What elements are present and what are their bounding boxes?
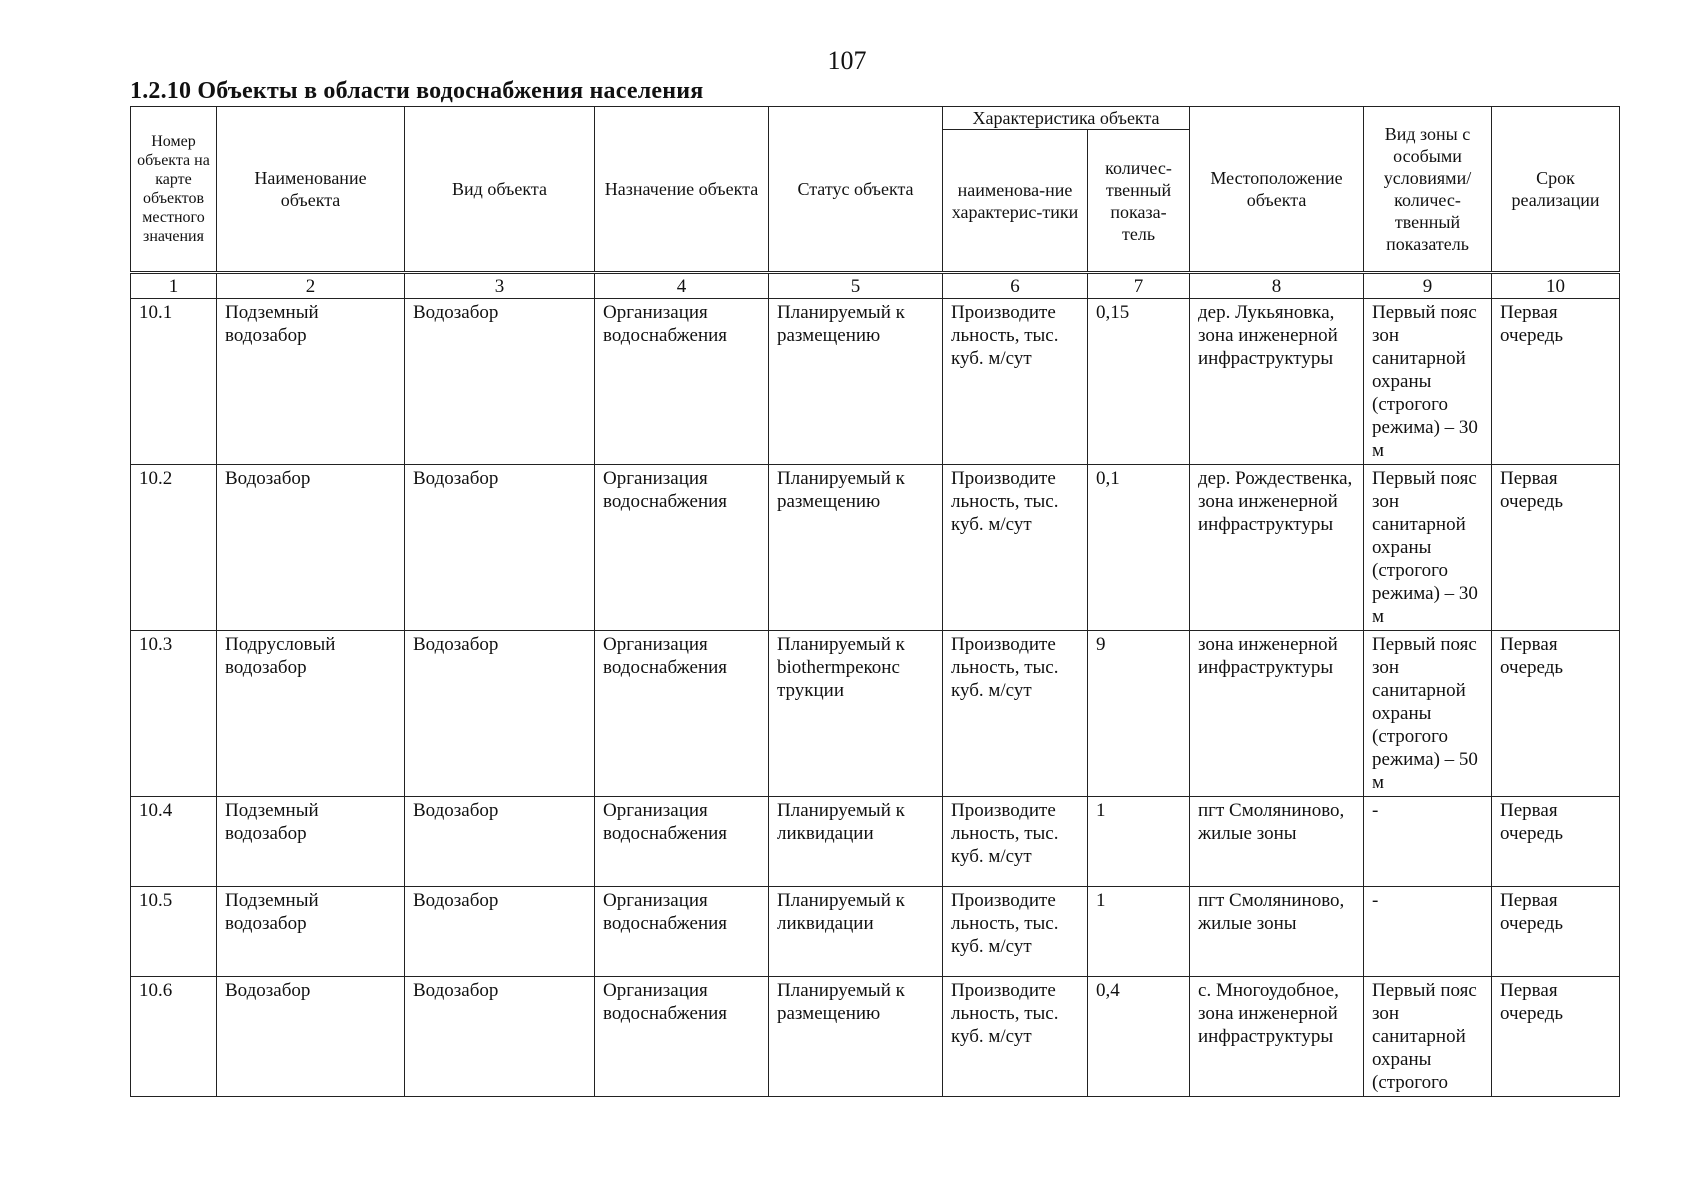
- cell-num: 10.1: [131, 299, 217, 465]
- cell-location: пгт Смоляниново, жилые зоны: [1190, 887, 1364, 977]
- column-number: 5: [769, 273, 943, 299]
- cell-status: Планируемый к ликвидации: [769, 887, 943, 977]
- cell-num: 10.3: [131, 631, 217, 797]
- cell-type: Водозабор: [405, 299, 595, 465]
- cell-char-value: 9: [1088, 631, 1190, 797]
- table-row: [131, 465, 1620, 631]
- cell-zone: Первый пояс зон санитарной охраны (строгого режима) – 30 м: [1364, 465, 1492, 631]
- cell-term: Первая очередь: [1492, 887, 1620, 977]
- cell-location: дер. Рождественка, зона инженерной инфраструктуры: [1190, 465, 1364, 631]
- cell-char-name: Производите льность, тыс. куб. м/сут: [943, 887, 1088, 977]
- cell-char-value: 0,4: [1088, 977, 1190, 1097]
- column-number: 8: [1190, 273, 1364, 299]
- cell-term: Первая очередь: [1492, 977, 1620, 1097]
- cell-num: 10.6: [131, 977, 217, 1097]
- header-term: Срок реализации: [1492, 107, 1620, 273]
- cell-status: Планируемый к biothermреконс трукции: [769, 631, 943, 797]
- column-number: 2: [217, 273, 405, 299]
- cell-name: Подземный водозабор: [217, 887, 405, 977]
- cell-location: пгт Смоляниново, жилые зоны: [1190, 797, 1364, 887]
- header-characteristic-group: Характеристика объекта: [943, 107, 1190, 130]
- cell-char-value: 0,15: [1088, 299, 1190, 465]
- cell-status: Планируемый к размещению: [769, 299, 943, 465]
- cell-term: Первая очередь: [1492, 631, 1620, 797]
- cell-type: Водозабор: [405, 797, 595, 887]
- header-object-number: Номер объекта на карте объектов местного значения: [131, 107, 217, 273]
- cell-type: Водозабор: [405, 465, 595, 631]
- cell-term: Первая очередь: [1492, 465, 1620, 631]
- cell-purpose: Организация водоснабжения: [595, 631, 769, 797]
- cell-location: зона инженерной инфраструктуры: [1190, 631, 1364, 797]
- cell-purpose: Организация водоснабжения: [595, 887, 769, 977]
- section-title: 1.2.10 Объекты в области водоснабжения населения: [130, 78, 704, 104]
- cell-status: Планируемый к ликвидации: [769, 797, 943, 887]
- column-number: 10: [1492, 273, 1620, 299]
- column-number: 6: [943, 273, 1088, 299]
- cell-num: 10.4: [131, 797, 217, 887]
- water-supply-objects-table: [130, 106, 1620, 1097]
- cell-type: Водозабор: [405, 887, 595, 977]
- column-number: 9: [1364, 273, 1492, 299]
- cell-purpose: Организация водоснабжения: [595, 977, 769, 1097]
- header-quantitative-indicator: количес-твенный показа-тель: [1088, 130, 1190, 273]
- header-purpose: Назначение объекта: [595, 107, 769, 273]
- column-number: 4: [595, 273, 769, 299]
- header-type: Вид объекта: [405, 107, 595, 273]
- cell-char-value: 1: [1088, 797, 1190, 887]
- cell-type: Водозабор: [405, 977, 595, 1097]
- cell-term: Первая очередь: [1492, 299, 1620, 465]
- cell-char-name: Производите льность, тыс. куб. м/сут: [943, 797, 1088, 887]
- cell-location: дер. Лукьяновка, зона инженерной инфраструктуры: [1190, 299, 1364, 465]
- cell-type: Водозабор: [405, 631, 595, 797]
- header-location: Местоположение объекта: [1190, 107, 1364, 273]
- page-number: 107: [827, 46, 867, 75]
- cell-zone: Первый пояс зон санитарной охраны (строгого режима) – 30 м: [1364, 299, 1492, 465]
- cell-location: с. Многоудобное, зона инженерной инфраструктуры: [1190, 977, 1364, 1097]
- cell-char-value: 1: [1088, 887, 1190, 977]
- cell-name: Водозабор: [217, 465, 405, 631]
- cell-char-name: Производите льность, тыс. куб. м/сут: [943, 465, 1088, 631]
- cell-num: 10.2: [131, 465, 217, 631]
- column-number: 7: [1088, 273, 1190, 299]
- header-status: Статус объекта: [769, 107, 943, 273]
- cell-num: 10.5: [131, 887, 217, 977]
- column-number: 3: [405, 273, 595, 299]
- header-zone: Вид зоны с особыми условиями/ количес-твенный показатель: [1364, 107, 1492, 273]
- cell-zone: -: [1364, 887, 1492, 977]
- cell-char-value: 0,1: [1088, 465, 1190, 631]
- cell-zone: -: [1364, 797, 1492, 887]
- cell-zone: Первый пояс зон санитарной охраны (строгого режима) – 50 м: [1364, 631, 1492, 797]
- cell-name: Подрусловый водозабор: [217, 631, 405, 797]
- cell-zone: Первый пояс зон санитарной охраны (строгого: [1364, 977, 1492, 1097]
- cell-status: Планируемый к размещению: [769, 465, 943, 631]
- cell-name: Водозабор: [217, 977, 405, 1097]
- cell-name: Подземный водозабор: [217, 797, 405, 887]
- table-row: [131, 887, 1620, 977]
- cell-purpose: Организация водоснабжения: [595, 797, 769, 887]
- table-row: [131, 631, 1620, 797]
- table-row: [131, 977, 1620, 1097]
- column-number-row: [131, 273, 1620, 299]
- cell-char-name: Производите льность, тыс. куб. м/сут: [943, 631, 1088, 797]
- cell-name: Подземный водозабор: [217, 299, 405, 465]
- cell-status: Планируемый к размещению: [769, 977, 943, 1097]
- column-number: 1: [131, 273, 217, 299]
- header-name: Наименование объекта: [217, 107, 405, 273]
- cell-char-name: Производите льность, тыс. куб. м/сут: [943, 977, 1088, 1097]
- table-row: [131, 797, 1620, 887]
- cell-term: Первая очередь: [1492, 797, 1620, 887]
- header-characteristic-name: наименова-ние характерис-тики: [943, 130, 1088, 273]
- table-row: [131, 299, 1620, 465]
- cell-purpose: Организация водоснабжения: [595, 465, 769, 631]
- cell-purpose: Организация водоснабжения: [595, 299, 769, 465]
- cell-char-name: Производите льность, тыс. куб. м/сут: [943, 299, 1088, 465]
